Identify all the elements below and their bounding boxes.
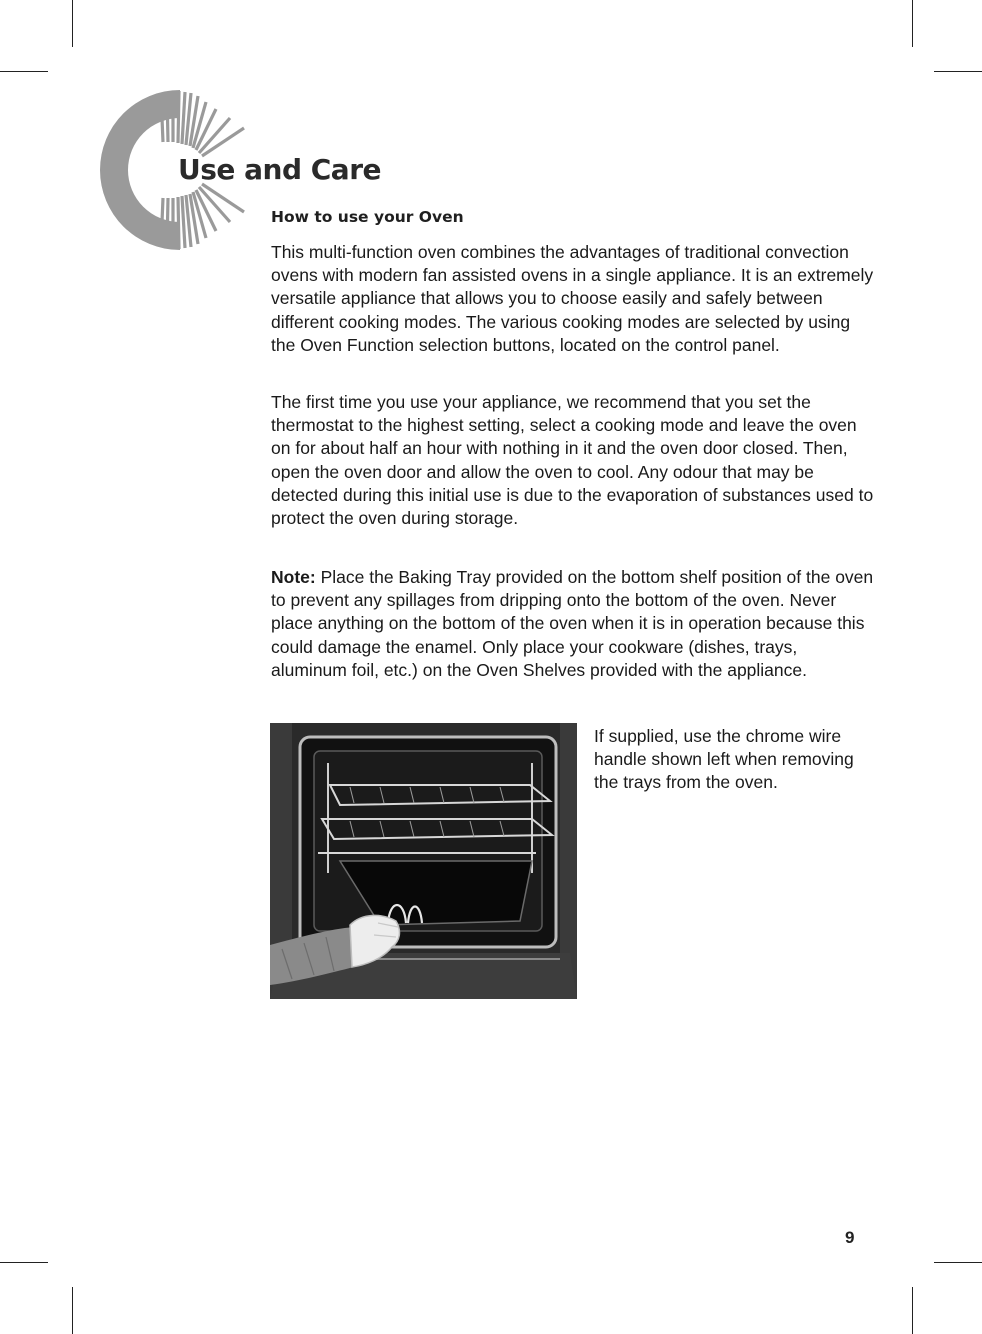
photo-caption: If supplied, use the chrome wire handle shown left when removing the trays from the oven.: [594, 726, 854, 793]
first-use-paragraph: The first time you use your appliance, we recommend that you set the thermostat to the highest setting, select a cooking mode and leave the oven on for about half an hour with nothing in it and the oven door closed. Then, open the oven door and allow the oven to cool. Any odour that may be detected during this initial use is due to the evaporation of substances used to protect the oven during storage.: [271, 392, 874, 529]
note-label: Note:: [271, 567, 316, 587]
crop-mark: [72, 1287, 73, 1334]
crop-mark: [934, 71, 982, 72]
crop-mark: [0, 71, 48, 72]
note-text: Place the Baking Tray provided on the bottom shelf position of the oven to prevent any spillages from dripping onto the bottom of the oven. Never place anything on the bottom of the oven when it is in operation because this could damage the enamel. Only place your cookware (dishes, trays, aluminum foil, etc.) on the Oven Shelves provided with the appliance.: [271, 567, 874, 680]
page-number: 9: [845, 1228, 855, 1247]
note-paragraph: [271, 566, 876, 682]
section-title: Use and Care: [178, 153, 382, 186]
crop-mark: [72, 0, 73, 47]
intro-paragraph: This multi-function oven combines the advantages of traditional convection ovens with modern fan assisted ovens in a single appliance. It is an extremely versatile appliance that allows you to choose easily and safely between different cooking modes. The various cooking modes are selected by using the Oven Function selection buttons, located on the control panel.: [271, 242, 874, 355]
crop-mark: [912, 1287, 913, 1334]
crop-mark: [934, 1262, 982, 1263]
oven-photo: [270, 723, 577, 999]
crop-mark: [912, 0, 913, 47]
subheading: How to use your Oven: [271, 208, 464, 226]
crop-mark: [0, 1262, 48, 1263]
